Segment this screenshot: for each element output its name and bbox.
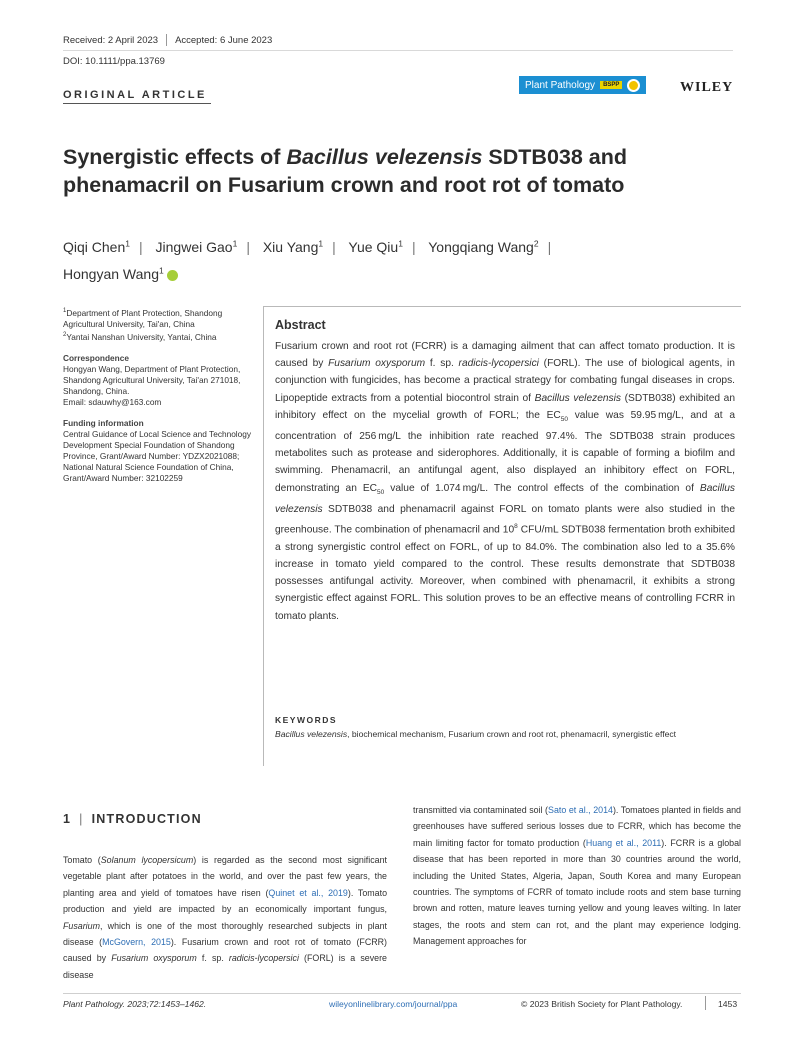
- funding-heading: Funding information: [63, 417, 144, 428]
- correspondence: Hongyan Wang, Department of Plant Protection, Shandong Agricultural University, Tai'an 271018, Shandong, China.: [63, 363, 241, 396]
- citation-link[interactable]: Huang et al., 2011: [585, 837, 662, 848]
- page-number: 1453: [718, 999, 738, 1009]
- copyright: © 2023 British Society for Plant Pathology.: [521, 999, 683, 1009]
- abstract-heading: Abstract: [275, 318, 326, 332]
- publisher-logo[interactable]: WILEY: [680, 80, 734, 95]
- publication-dates: [63, 34, 272, 46]
- author[interactable]: Jingwei Gao$^1$: [155, 238, 238, 255]
- citation-link[interactable]: McGovern, 2015: [102, 937, 171, 948]
- journal-logo[interactable]: [519, 76, 646, 94]
- email-link[interactable]: Email: sdauwhy@163.com: [63, 396, 162, 407]
- doi-link[interactable]: DOI: 10.1111/ppa.13769: [63, 56, 165, 67]
- author-list: Qiqi Chen$^1$ | Jingwei Gao$^1$ | Xiu Yang$^1$ | Yue Qiu$^1$ | Yongqiang Wang$^2$ | Hongyan Wang$^1$: [63, 238, 552, 283]
- abstract-box: [263, 306, 741, 766]
- divider: [63, 103, 211, 104]
- journal-name: Plant Pathology: [525, 79, 596, 91]
- divider: [705, 996, 706, 1010]
- orcid-icon[interactable]: [167, 270, 178, 281]
- author[interactable]: Yue Qiu$^1$: [348, 238, 403, 255]
- society-emblem-icon: [627, 79, 640, 92]
- accepted-date: Accepted: 6 June 2023: [175, 34, 273, 46]
- author[interactable]: Yongqiang Wang$^2$: [428, 238, 539, 255]
- author[interactable]: Xiu Yang$^1$: [262, 238, 324, 255]
- author[interactable]: Qiqi Chen$^1$: [63, 238, 130, 255]
- article-title: Synergistic effects of Bacillus velezensis SDTB038 and phenamacril on Fusarium crown and root rot of tomato: [63, 145, 628, 197]
- journal-citation: Plant Pathology. 2023;72:1453–1462.: [63, 999, 207, 1009]
- journal-url-link[interactable]: wileyonlinelibrary.com/journal/ppa: [329, 999, 458, 1009]
- article-type: ORIGINAL ARTICLE: [63, 89, 207, 101]
- funding-info: Central Guidance of Local Science and Technology Development Special Foundation of Shandong Province, Grant/Award Number: YDZX2021088; National Natural Science Foundation of China, Grant/Award Number: 32102259: [63, 428, 252, 483]
- divider: [63, 50, 733, 51]
- divider: [63, 993, 741, 994]
- affiliation: $^2$Yantai Nanshan University, Yantai, China: [63, 331, 217, 342]
- abstract-text: Fusarium crown and root rot (FCRR) is a damaging ailment that can affect tomato production. It is caused by Fusarium oxysporum f. sp. radicis-lycopersici (FORL). The use of biological agents, in conjunction with fungicides, has become a practical strategy for combating fungal diseases in crops. Lipopeptide extracts from a potential biocontrol strain of Bacillus velezensis (SDTB038) exhibited an inhibitory effect on the mycelial growth of FORL; the $EC_{50}$ value was 59.95 mg/L, and at a concentration of 256 mg/L the inhibition rate reached 97.4%. The SDTB038 strain produces metabolites such as protease and siderophores. Additionally, it is capable of forming a biofilm and swimming. Phenamacril, an antifungal agent, also displayed an inhibitory effect on FORL, demonstrating an $EC_{50}$ value of 1.074 mg/L. The control effects of the combination of Bacillus velezensis SDTB038 and phenamacril against FORL on tomato plants were also studied in the greenhouse. The combination of phenamacril and $10^8$ CFU/mL SDTB038 fermentation broth exhibited a strong synergistic control effect on FORL, of up to 84.0%. The combination also led to a 35.6% increase in tomato yield compared to the control. These results demonstrate that SDTB038 possesses antifungal activity. Moreover, when combined with phenamacril, it exhibits a strong synergistic effect against FORL. This solution proves to be an effective means of controlling FCRR in tomato plants.: [275, 341, 736, 622]
- section-heading: 1 | INTRODUCTION: [63, 812, 202, 826]
- intro-column-left: Tomato (Solanum lycopersicum) is regarded as the second most significant vegetable plant after potatoes in the world, and over the past few years, the planting area and yield of tomatoes have risen (Quinet et al., 2019). Tomato production and yield are impacted by an economically important fungus, Fusarium, which is one of the most thoroughly researched subjects in plant disease (McGovern, 2015). Fusarium crown and root rot of tomato (FCRR) caused by Fusarium oxysporum f. sp. radicis-lycopersici (FORL) is a severe disease: [63, 855, 388, 980]
- keywords-list: Bacillus velezensis, biochemical mechanism, Fusarium crown and root rot, phenamacril, synergistic effect: [275, 729, 677, 739]
- received-date: Received: 2 April 2023: [63, 34, 159, 46]
- article-info-sidebar: [63, 306, 253, 484]
- citation-link[interactable]: Sato et al., 2014: [548, 805, 613, 815]
- author[interactable]: Hongyan Wang$^1$: [63, 265, 164, 283]
- intro-column-right: transmitted via contaminated soil (Sato et al., 2014). Tomatoes planted in fields and greenhouses have suffered serious losses due to FCRR, which has become the main limiting factor for tomato production (Huang et al., 2011). FCRR is a global disease that has been reported in more than 30 countries around the world, including the United States, Algeria, Japan, South Korea and many European countries. The symptoms of FCRR of tomato include roots and stem base turning brown and rotten, mature leaves turning yellow and young leaves wilting. In later stages, the roots and stem can rot, and the plant may experience lodging. Management approaches for: [413, 805, 742, 947]
- society-tag: BSPP: [600, 81, 622, 89]
- affiliation: $^1$Department of Plant Protection, Shandong Agricultural University, Tai'an, China: [63, 307, 223, 329]
- divider: [166, 34, 167, 46]
- keywords-heading: KEYWORDS: [275, 715, 338, 725]
- correspondence-heading: Correspondence: [63, 352, 129, 363]
- citation-link[interactable]: Quinet et al., 2019: [268, 887, 348, 898]
